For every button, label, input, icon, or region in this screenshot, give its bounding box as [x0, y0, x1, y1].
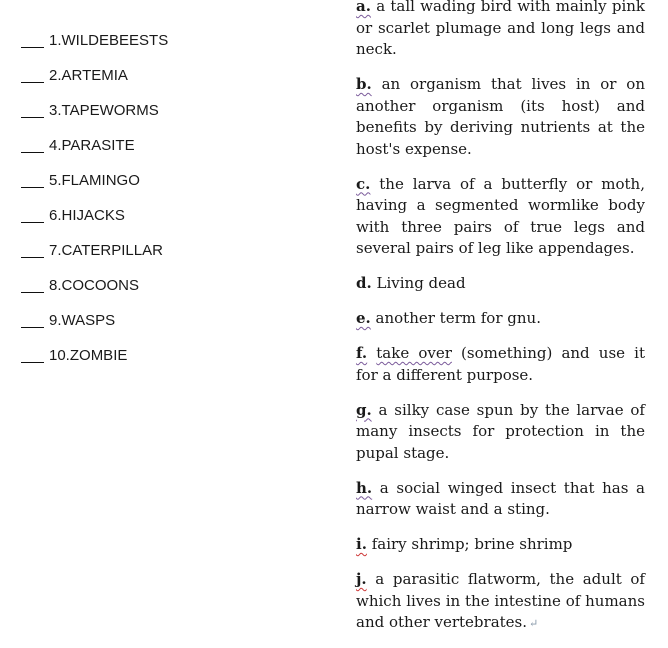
term-word: FLAMINGO [61, 172, 140, 189]
definition-text: fairy shrimp; brine shrimp [371, 535, 573, 553]
definition-item [356, 400, 645, 465]
definition-text: a silky case spun by the larvae of many insects for protection in the pupal stage. [356, 400, 645, 462]
definition-letter: e. [356, 309, 371, 327]
definition-letter: h. [356, 478, 373, 497]
answer-blank[interactable] [21, 312, 44, 328]
definition-letter: b. [356, 75, 372, 93]
definition-letter: a. [356, 0, 371, 15]
term-item [21, 277, 321, 312]
term-number: 5. [49, 172, 62, 189]
term-word: PARASITE [61, 137, 135, 154]
answer-blank[interactable] [21, 67, 44, 83]
term-item [21, 207, 321, 242]
term-word: HIJACKS [61, 207, 125, 224]
definition-letter: c. [356, 174, 371, 193]
term-word: TAPEWORMS [61, 102, 159, 119]
answer-blank[interactable] [21, 207, 44, 223]
definition-text: a tall wading bird with mainly pink or scarlet plumage and long legs and neck. [356, 0, 645, 58]
term-word: ZOMBIE [69, 347, 128, 364]
definition-letter: j. [356, 570, 367, 588]
terms-list [21, 32, 321, 382]
term-number: 6. [49, 207, 62, 224]
answer-blank[interactable] [21, 32, 44, 48]
definition-text: the larva of a butterfly or moth, having a segmented wormlike body with three pairs of true legs and several pairs of leg like appendages. [356, 174, 645, 257]
term-item [21, 312, 321, 347]
answer-blank[interactable] [21, 242, 44, 258]
definition-item [356, 534, 645, 556]
term-item [21, 67, 321, 102]
definition-item [356, 174, 645, 260]
definition-text: another term for gnu. [375, 309, 541, 327]
term-item [21, 242, 321, 277]
term-item [21, 347, 321, 382]
definition-text: an organism that lives in or on another organism (its host) and benefits by deriving nutrients at the host's expense. [356, 75, 645, 158]
term-number: 9. [49, 312, 62, 329]
term-number: 2. [49, 67, 62, 84]
definition-item [356, 308, 645, 330]
term-item [21, 32, 321, 67]
definition-letter: g. [356, 400, 372, 419]
definition-item [356, 343, 645, 386]
definition-text: (something) and use it for a different purpose. [356, 344, 645, 384]
definition-item [356, 273, 645, 295]
term-number: 3. [49, 102, 62, 119]
term-item [21, 172, 321, 207]
term-word: CATERPILLAR [61, 242, 163, 259]
definition-text: Living dead [376, 274, 466, 292]
definition-text: a parasitic flatworm, the adult of which lives in the intestine of humans and other vertebrates. [356, 570, 645, 631]
definitions-list [356, 0, 645, 648]
paragraph-mark-icon: ↵ [529, 617, 539, 630]
term-number: 8. [49, 277, 62, 294]
term-item [21, 137, 321, 172]
definition-underlined-phrase: take over [376, 344, 452, 362]
term-number: 1. [49, 32, 62, 49]
answer-blank[interactable] [21, 172, 44, 188]
term-number: 10. [49, 347, 70, 364]
answer-blank[interactable] [21, 347, 44, 363]
definition-letter: i. [356, 535, 367, 553]
answer-blank[interactable] [21, 102, 44, 118]
term-word: WILDEBEESTS [61, 32, 169, 49]
term-word: ARTEMIA [61, 67, 128, 84]
definition-item [356, 478, 645, 521]
definition-letter: d. [356, 274, 372, 292]
term-item [21, 102, 321, 137]
definition-item [356, 569, 645, 635]
definition-text: a social winged insect that has a narrow waist and a sting. [356, 478, 645, 518]
definition-item [356, 74, 645, 160]
term-word: COCOONS [61, 277, 140, 294]
term-number: 7. [49, 242, 62, 259]
answer-blank[interactable] [21, 277, 44, 293]
answer-blank[interactable] [21, 137, 44, 153]
definition-letter: f. [356, 344, 368, 362]
term-number: 4. [49, 137, 62, 154]
definition-item [356, 0, 645, 61]
term-word: WASPS [61, 312, 116, 329]
